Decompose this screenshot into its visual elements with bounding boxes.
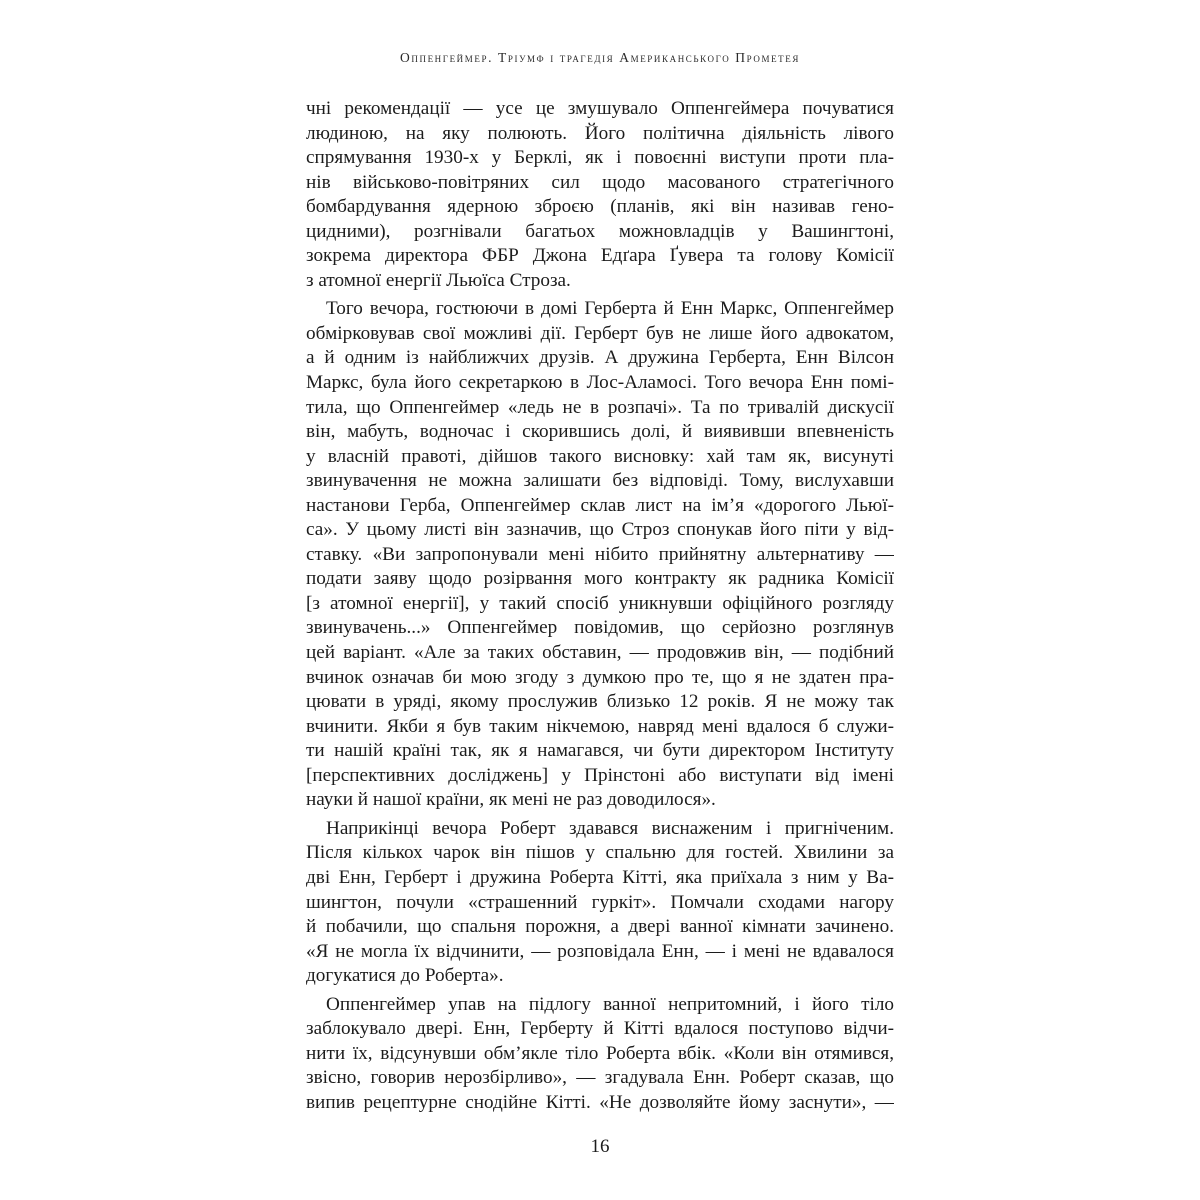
- text-line: нів військово-повітряних сил щодо масованого стратегічного: [306, 171, 894, 193]
- text-line: він, мабуть, водночас і скорившись долі, й виявивши впевненість: [306, 421, 894, 443]
- text-line: догукатися до Роберта».: [306, 965, 504, 987]
- text-line: Оппенгеймер упав на підлогу ванної непритомний, і його тіло: [326, 993, 894, 1015]
- body-text: [306, 97, 894, 1115]
- text-line: нити їх, відсунувши обм’якле тіло Роберта вбік. «Коли він отямився,: [306, 1042, 894, 1064]
- text-line: [з атомної енергії], у такий спосіб уникнувши офіційного розгляду: [306, 592, 894, 614]
- text-line: обмірковував свої можливі дії. Герберт був не лише його адвокатом,: [306, 322, 894, 344]
- text-line: «Я не могла їх відчинити, — розповідала Енн, — і мені не вдавалося: [306, 940, 894, 962]
- text-line: Після кількох чарок він пішов у спальню для гостей. Хвилини за: [306, 842, 894, 864]
- text-line: випив рецептурне снодійне Кітті. «Не дозволяйте йому заснути», —: [306, 1091, 894, 1113]
- text-line: зокрема директора ФБР Джона Едґара Ґувера та голову Комісії: [306, 245, 894, 267]
- paragraph: [306, 993, 894, 1116]
- paragraph: [306, 817, 894, 989]
- text-line: шингтон, почули «страшенний гуркіт». Помчали сходами нагору: [306, 891, 894, 913]
- text-line: спрямування 1930-х у Берклі, як і повоєнні виступи проти пла-: [306, 147, 894, 169]
- text-line: вчинок означав би мою згоду з думкою про те, що я не здатен пра-: [306, 666, 894, 688]
- text-line: й побачили, що спальня порожня, а двері ванної кімнати зачинено.: [306, 916, 894, 938]
- text-line: бомбардування ядерною зброєю (планів, які він називав гено-: [306, 196, 894, 218]
- text-line: [перспективних досліджень] у Прінстоні або виступати від імені: [306, 764, 894, 786]
- text-line: настанови Герба, Оппенгеймер склав лист на ім’я «дорогого Льюї-: [306, 494, 894, 516]
- text-line: тила, що Оппенгеймер «ледь не в розпачі». Та по тривалій дискусії: [306, 396, 894, 418]
- text-line: Того вечора, гостюючи в домі Герберта й Енн Маркс, Оппенгеймер: [326, 298, 894, 320]
- text-line: вчинити. Якби я був таким нікчемою, навряд мені вдалося б служи-: [306, 715, 894, 737]
- text-line: з атомної енергії Льюїса Строза.: [306, 269, 571, 291]
- text-line: а й одним із найближчих друзів. А дружина Герберта, Енн Вілсон: [306, 347, 894, 369]
- text-line: Наприкінці вечора Роберт здавався виснаженим і пригніченим.: [326, 817, 894, 839]
- text-line: заблокувало двері. Енн, Герберту й Кітті вдалося поступово відчи-: [306, 1018, 894, 1040]
- text-line: Маркс, була його секретаркою в Лос-Аламосі. Того вечора Енн помі-: [306, 372, 894, 394]
- text-line: ти нашій країні так, як я намагався, чи бути директором Інституту: [306, 740, 894, 762]
- text-line: людиною, на яку полюють. Його політична діяльність лівого: [306, 122, 894, 144]
- text-line: звинувачень...» Оппенгеймер повідомив, що серйозно розглянув: [306, 617, 894, 639]
- paragraph: [306, 297, 894, 812]
- text-line: чні рекомендації — усе це змушувало Оппенгеймера почуватися: [306, 98, 894, 119]
- text-line: подати заяву щодо розірвання мого контракту як радника Комісії: [306, 568, 894, 590]
- running-head: Оппенгеймер. Тріумф і трагедія Американського Прометея: [400, 50, 800, 65]
- text-line: ставку. «Ви запропонували мені нібито прийнятну альтернативу —: [306, 543, 894, 565]
- text-line: у власній правоті, дійшов такого висновку: хай там як, висунуті: [306, 445, 894, 467]
- text-line: звинувачення не можна залишати без відповіді. Тому, вислухавши: [306, 470, 894, 492]
- page-number: 16: [590, 1136, 610, 1157]
- text-line: са». У цьому листі він зазначив, що Строз спонукав його піти у від-: [306, 519, 894, 541]
- text-line: цей варіант. «Але за таких обставин, — продовжив він, — подібний: [306, 642, 894, 664]
- text-line: цювати в уряді, якому прослужив близько 12 років. Я не можу так: [306, 691, 894, 713]
- text-line: цидними), розгнівали багатьох можновладців у Вашингтоні,: [306, 220, 894, 242]
- paragraph: [306, 97, 894, 293]
- text-line: звісно, говорив нерозбірливо», — згадувала Енн. Роберт сказав, що: [306, 1067, 894, 1089]
- text-line: дві Енн, Герберт і дружина Роберта Кітті, яка приїхала з ним у Ва-: [306, 866, 894, 888]
- text-line: науки й нашої країни, як мені не раз доводилося».: [306, 789, 716, 811]
